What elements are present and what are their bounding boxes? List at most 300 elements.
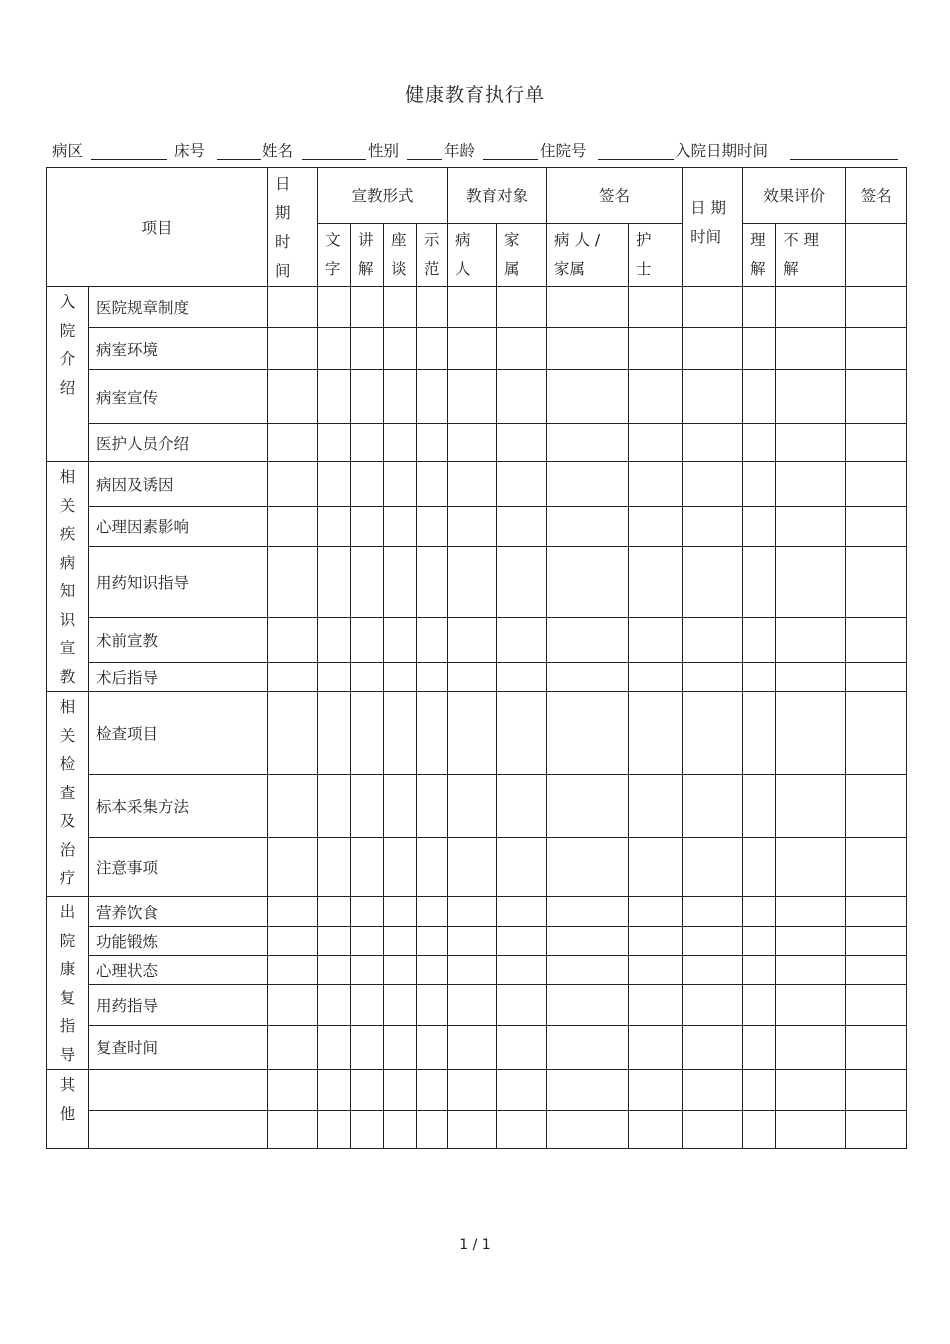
entry-cell[interactable] [448,1111,497,1149]
entry-cell[interactable] [448,462,497,507]
entry-cell[interactable] [384,956,417,985]
entry-cell[interactable] [846,662,907,691]
entry-cell[interactable] [268,506,318,547]
entry-cell[interactable] [318,692,351,775]
entry-cell[interactable] [448,424,497,462]
header-blank [846,223,907,286]
table-row [47,838,907,897]
table-row [47,897,907,927]
entry-cell[interactable] [497,462,547,507]
entry-cell[interactable] [384,838,417,897]
entry-cell[interactable] [448,692,497,775]
entry-cell[interactable] [683,506,743,547]
entry-cell[interactable] [351,692,384,775]
field-blank-sex[interactable] [407,159,442,160]
entry-cell[interactable] [417,328,448,370]
entry-cell[interactable] [547,424,629,462]
entry-cell[interactable] [497,328,547,370]
entry-cell[interactable] [417,692,448,775]
entry-cell[interactable] [351,897,384,927]
entry-cell[interactable] [417,424,448,462]
entry-cell[interactable] [268,1111,318,1149]
table-row [47,927,907,956]
entry-cell[interactable] [448,328,497,370]
entry-cell[interactable] [384,462,417,507]
entry-cell[interactable] [683,985,743,1025]
entry-cell[interactable] [776,692,846,775]
entry-cell[interactable] [683,775,743,838]
entry-cell[interactable] [547,897,629,927]
item-label: 医院规章制度 [89,287,268,328]
entry-cell[interactable] [776,370,846,424]
entry-cell[interactable] [776,1070,846,1111]
entry-cell[interactable] [497,775,547,838]
entry-cell[interactable] [629,462,683,507]
entry-cell[interactable] [683,1025,743,1069]
entry-cell[interactable] [629,775,683,838]
entry-cell[interactable] [497,1025,547,1069]
entry-cell[interactable] [629,956,683,985]
entry-cell[interactable] [351,927,384,956]
entry-cell[interactable] [268,424,318,462]
entry-cell[interactable] [268,692,318,775]
item-label: 检查项目 [89,692,268,775]
item-label: 病因及诱因 [89,462,268,507]
entry-cell[interactable] [776,462,846,507]
entry-cell[interactable] [547,462,629,507]
entry-cell[interactable] [743,662,776,691]
entry-cell[interactable] [384,927,417,956]
entry-cell[interactable] [743,506,776,547]
entry-cell[interactable] [417,927,448,956]
entry-cell[interactable] [448,370,497,424]
entry-cell[interactable] [743,618,776,663]
entry-cell[interactable] [846,927,907,956]
entry-cell[interactable] [268,985,318,1025]
entry-cell[interactable] [743,370,776,424]
entry-cell[interactable] [318,328,351,370]
entry-cell[interactable] [846,692,907,775]
entry-cell[interactable] [351,775,384,838]
entry-cell[interactable] [497,927,547,956]
entry-cell[interactable] [384,692,417,775]
entry-cell[interactable] [417,506,448,547]
entry-cell[interactable] [448,287,497,328]
entry-cell[interactable] [547,838,629,897]
entry-cell[interactable] [547,1070,629,1111]
entry-cell[interactable] [776,775,846,838]
entry-cell[interactable] [268,662,318,691]
entry-cell[interactable] [547,692,629,775]
entry-cell[interactable] [776,956,846,985]
entry-cell[interactable] [846,506,907,547]
entry-cell[interactable] [417,287,448,328]
entry-cell[interactable] [497,424,547,462]
entry-cell[interactable] [629,1025,683,1069]
entry-cell[interactable] [318,662,351,691]
field-blank-ward[interactable] [91,159,167,160]
entry-cell[interactable] [417,547,448,618]
entry-cell[interactable] [547,985,629,1025]
entry-cell[interactable] [743,462,776,507]
table-row [47,547,907,618]
section-label-other: 其 他 [47,1070,89,1149]
entry-cell[interactable] [384,424,417,462]
entry-cell[interactable] [497,897,547,927]
entry-cell[interactable] [497,1070,547,1111]
entry-cell[interactable] [629,618,683,663]
entry-cell[interactable] [629,662,683,691]
entry-cell[interactable] [743,547,776,618]
table-row [47,956,907,985]
entry-cell[interactable] [351,370,384,424]
field-label-ward: 病区 [52,142,84,160]
field-blank-admission-datetime[interactable] [790,159,898,160]
entry-cell[interactable] [448,897,497,927]
entry-cell[interactable] [743,424,776,462]
entry-cell[interactable] [743,287,776,328]
entry-cell[interactable] [318,424,351,462]
entry-cell[interactable] [417,775,448,838]
entry-cell[interactable] [683,1111,743,1149]
entry-cell[interactable] [417,1025,448,1069]
entry-cell[interactable] [384,662,417,691]
entry-cell[interactable] [683,662,743,691]
entry-cell[interactable] [384,370,417,424]
item-label: 标本采集方法 [89,775,268,838]
header-method-seminar: 座 谈 [384,223,417,286]
entry-cell[interactable] [776,328,846,370]
entry-cell[interactable] [318,775,351,838]
entry-cell[interactable] [318,547,351,618]
entry-cell[interactable] [497,1111,547,1149]
entry-cell[interactable] [268,838,318,897]
entry-cell[interactable] [547,287,629,328]
entry-cell[interactable] [318,985,351,1025]
entry-cell[interactable] [743,1025,776,1069]
entry-cell[interactable] [417,838,448,897]
entry-cell[interactable] [846,328,907,370]
entry-cell[interactable] [268,1025,318,1069]
item-label: 用药知识指导 [89,547,268,618]
entry-cell[interactable] [547,662,629,691]
entry-cell[interactable] [629,424,683,462]
entry-cell[interactable] [497,956,547,985]
section-label-exam-treatment: 相 关 检 查 及 治 疗 [47,692,89,897]
entry-cell[interactable] [384,1111,417,1149]
entry-cell[interactable] [497,506,547,547]
entry-cell[interactable] [384,547,417,618]
entry-cell[interactable] [318,370,351,424]
entry-cell[interactable] [417,370,448,424]
entry-cell[interactable] [384,287,417,328]
entry-cell[interactable] [448,506,497,547]
entry-cell[interactable] [448,547,497,618]
entry-cell[interactable] [683,287,743,328]
entry-cell[interactable] [776,1025,846,1069]
entry-cell[interactable] [384,775,417,838]
entry-cell[interactable] [776,1111,846,1149]
entry-cell[interactable] [448,775,497,838]
entry-cell[interactable] [351,956,384,985]
entry-cell[interactable] [384,506,417,547]
entry-cell[interactable] [846,1111,907,1149]
entry-cell[interactable] [776,985,846,1025]
entry-cell[interactable] [318,287,351,328]
entry-cell[interactable] [629,1070,683,1111]
entry-cell[interactable] [351,618,384,663]
header-date-time: 日 期 时 间 [268,168,318,287]
entry-cell[interactable] [497,287,547,328]
entry-cell[interactable] [683,462,743,507]
table-row [47,692,907,775]
entry-cell[interactable] [384,985,417,1025]
page-number: 1 / 1 [459,1237,491,1253]
entry-cell[interactable] [351,838,384,897]
entry-cell[interactable] [776,618,846,663]
entry-cell[interactable] [683,838,743,897]
entry-cell[interactable] [776,287,846,328]
table-row [47,985,907,1025]
entry-cell[interactable] [547,927,629,956]
entry-cell[interactable] [318,1025,351,1069]
entry-cell[interactable] [846,287,907,328]
table-row [47,1070,907,1111]
entry-cell[interactable] [268,897,318,927]
entry-cell[interactable] [743,927,776,956]
entry-cell[interactable] [384,1070,417,1111]
entry-cell[interactable] [448,1025,497,1069]
entry-cell[interactable] [448,838,497,897]
table-row [47,462,907,507]
table-row [47,618,907,663]
field-label-inpatient-no: 住院号 [540,142,587,160]
header-target-patient: 病 人 [448,223,497,286]
entry-cell[interactable] [417,618,448,663]
entry-cell[interactable] [318,927,351,956]
entry-cell[interactable] [683,956,743,985]
entry-cell[interactable] [629,692,683,775]
entry-cell[interactable] [629,927,683,956]
entry-cell[interactable] [351,985,384,1025]
entry-cell[interactable] [776,662,846,691]
item-label: 心理状态 [89,956,268,985]
entry-cell[interactable] [268,775,318,838]
entry-cell[interactable] [547,1111,629,1149]
entry-cell[interactable] [683,618,743,663]
entry-cell[interactable] [846,956,907,985]
entry-cell[interactable] [448,662,497,691]
entry-cell[interactable] [351,1025,384,1069]
entry-cell[interactable] [776,838,846,897]
entry-cell[interactable] [547,956,629,985]
entry-cell[interactable] [547,547,629,618]
field-blank-inpatient-no[interactable] [598,159,674,160]
entry-cell[interactable] [497,547,547,618]
header-signature: 签名 [547,168,683,224]
entry-cell[interactable] [318,1111,351,1149]
entry-cell[interactable] [417,956,448,985]
entry-cell[interactable] [743,775,776,838]
entry-cell[interactable] [683,1070,743,1111]
entry-cell[interactable] [268,370,318,424]
entry-cell[interactable] [351,547,384,618]
item-label [89,1111,268,1149]
entry-cell[interactable] [351,287,384,328]
entry-cell[interactable] [683,927,743,956]
entry-cell[interactable] [351,506,384,547]
section-label-discharge-rehab: 出 院 康 复 指 导 [47,897,89,1070]
entry-cell[interactable] [448,956,497,985]
entry-cell[interactable] [417,1070,448,1111]
entry-cell[interactable] [776,424,846,462]
entry-cell[interactable] [351,662,384,691]
entry-cell[interactable] [846,838,907,897]
entry-cell[interactable] [497,985,547,1025]
entry-cell[interactable] [846,547,907,618]
entry-cell[interactable] [318,1070,351,1111]
entry-cell[interactable] [547,1025,629,1069]
header-effect-not-understood: 不 理 解 [776,223,846,286]
entry-cell[interactable] [683,370,743,424]
entry-cell[interactable] [417,897,448,927]
entry-cell[interactable] [776,927,846,956]
header-sign-patient-family: 病 人 / 家属 [547,223,629,286]
entry-cell[interactable] [743,1111,776,1149]
entry-cell[interactable] [629,985,683,1025]
entry-cell[interactable] [743,838,776,897]
entry-cell[interactable] [318,838,351,897]
entry-cell[interactable] [497,370,547,424]
entry-cell[interactable] [384,897,417,927]
entry-cell[interactable] [776,897,846,927]
header-method-lecture: 讲 解 [351,223,384,286]
entry-cell[interactable] [683,424,743,462]
entry-cell[interactable] [743,897,776,927]
section-label-disease-knowledge: 相 关 疾 病 知 识 宣 教 [47,462,89,692]
entry-cell[interactable] [547,328,629,370]
field-label-bed: 床号 [174,142,206,160]
entry-cell[interactable] [846,1070,907,1111]
entry-cell[interactable] [318,506,351,547]
entry-cell[interactable] [351,424,384,462]
entry-cell[interactable] [743,1070,776,1111]
entry-cell[interactable] [629,328,683,370]
entry-cell[interactable] [497,692,547,775]
header-method-text: 文 字 [318,223,351,286]
entry-cell[interactable] [448,1070,497,1111]
entry-cell[interactable] [846,1025,907,1069]
field-blank-bed[interactable] [217,159,261,160]
entry-cell[interactable] [318,618,351,663]
entry-cell[interactable] [629,547,683,618]
entry-cell[interactable] [497,618,547,663]
field-blank-age[interactable] [483,159,538,160]
entry-cell[interactable] [743,692,776,775]
entry-cell[interactable] [683,328,743,370]
entry-cell[interactable] [629,897,683,927]
entry-cell[interactable] [318,897,351,927]
item-label: 病室环境 [89,328,268,370]
entry-cell[interactable] [776,547,846,618]
field-label-age: 年龄 [444,142,476,160]
entry-cell[interactable] [384,1025,417,1069]
entry-cell[interactable] [547,618,629,663]
entry-cell[interactable] [629,370,683,424]
entry-cell[interactable] [629,1111,683,1149]
entry-cell[interactable] [318,462,351,507]
table-row [47,775,907,838]
table-row [47,424,907,462]
entry-cell[interactable] [268,956,318,985]
entry-cell[interactable] [683,547,743,618]
entry-cell[interactable] [846,775,907,838]
entry-cell[interactable] [846,462,907,507]
entry-cell[interactable] [846,985,907,1025]
table-row [47,370,907,424]
entry-cell[interactable] [268,462,318,507]
item-label [89,1070,268,1111]
entry-cell[interactable] [743,956,776,985]
item-label: 心理因素影响 [89,506,268,547]
entry-cell[interactable] [629,287,683,328]
field-blank-name[interactable] [302,159,366,160]
entry-cell[interactable] [547,506,629,547]
entry-cell[interactable] [846,897,907,927]
entry-cell[interactable] [846,618,907,663]
entry-cell[interactable] [497,838,547,897]
entry-cell[interactable] [351,1070,384,1111]
entry-cell[interactable] [743,985,776,1025]
entry-cell[interactable] [448,927,497,956]
entry-cell[interactable] [417,462,448,507]
entry-cell[interactable] [351,462,384,507]
entry-cell[interactable] [268,287,318,328]
patient-info-line [50,139,906,165]
table-row [47,662,907,691]
entry-cell[interactable] [268,1070,318,1111]
entry-cell[interactable] [743,328,776,370]
entry-cell[interactable] [448,985,497,1025]
entry-cell[interactable] [268,618,318,663]
entry-cell[interactable] [384,328,417,370]
entry-cell[interactable] [846,424,907,462]
header-date-time-2: 日 期 时间 [683,168,743,287]
entry-cell[interactable] [417,662,448,691]
entry-cell[interactable] [683,692,743,775]
entry-cell[interactable] [384,618,417,663]
entry-cell[interactable] [547,370,629,424]
entry-cell[interactable] [268,927,318,956]
entry-cell[interactable] [629,838,683,897]
field-label-admission-datetime: 入院日期时间 [675,142,769,160]
entry-cell[interactable] [318,956,351,985]
entry-cell[interactable] [846,370,907,424]
entry-cell[interactable] [547,775,629,838]
entry-cell[interactable] [448,618,497,663]
entry-cell[interactable] [351,1111,384,1149]
entry-cell[interactable] [417,985,448,1025]
entry-cell[interactable] [417,1111,448,1149]
entry-cell[interactable] [268,328,318,370]
entry-cell[interactable] [629,506,683,547]
entry-cell[interactable] [776,506,846,547]
entry-cell[interactable] [497,662,547,691]
document-title: 健康教育执行单 [404,84,545,106]
entry-cell[interactable] [268,547,318,618]
entry-cell[interactable] [683,897,743,927]
entry-cell[interactable] [351,328,384,370]
